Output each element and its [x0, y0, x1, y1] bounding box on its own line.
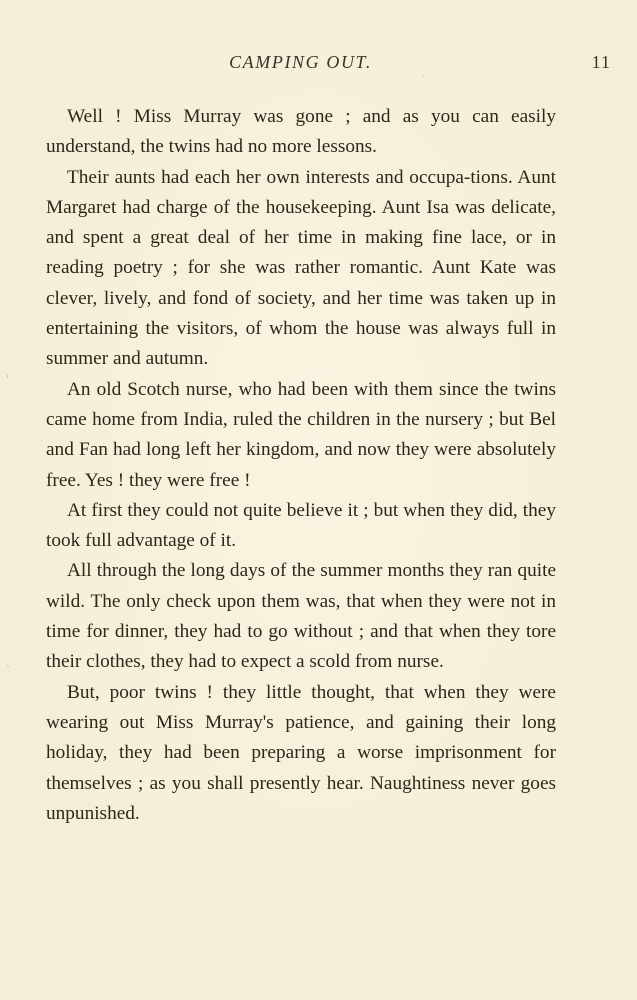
- page-header: [46, 52, 611, 78]
- running-title: CAMPING OUT.: [229, 52, 372, 72]
- body-text: [46, 102, 556, 829]
- page-number: 11: [591, 52, 611, 72]
- paper-speck: ˋ: [6, 666, 11, 677]
- paragraph: Their aunts had each her own interests and occupa-tions. Aunt Margaret had charge of the housekeeping. Aunt Isa was delicate, and spent a great deal of her time in making fine lace, or in reading poetry ; for she was rather romantic. Aunt Kate was clever, lively, and fond of society, and her time was taken up in entertaining the visitors, of whom the house was always full in summer and autumn.: [46, 166, 556, 370]
- paragraph: All through the long days of the summer months they ran quite wild. The only check upon them was, that when they were not in time for dinner, they had to go without ; and that when they tore their clothes, they had to expect a scold from nurse.: [46, 560, 556, 673]
- paragraph: At first they could not quite believe it ; but when they did, they took full advantage of it.: [46, 499, 556, 552]
- paragraph: An old Scotch nurse, who had been with them since the twins came home from India, ruled the children in the nursery ; but Bel and Fan had long left her kingdom, and now they were absolutely free. Yes ! they were free !: [46, 378, 556, 491]
- paper-speck: ˎ: [422, 66, 426, 77]
- paper-speck: ˌ: [6, 368, 9, 379]
- paragraph: Well ! Miss Murray was gone ; and as you can easily understand, the twins had no more lessons.: [46, 106, 556, 158]
- paragraph: But, poor twins ! they little thought, that when they were wearing out Miss Murray's patience, and gaining their long holiday, they had been preparing a worse imprisonment for themselves ; as you shall presently hear. Naughtiness never goes unpunished.: [46, 681, 556, 824]
